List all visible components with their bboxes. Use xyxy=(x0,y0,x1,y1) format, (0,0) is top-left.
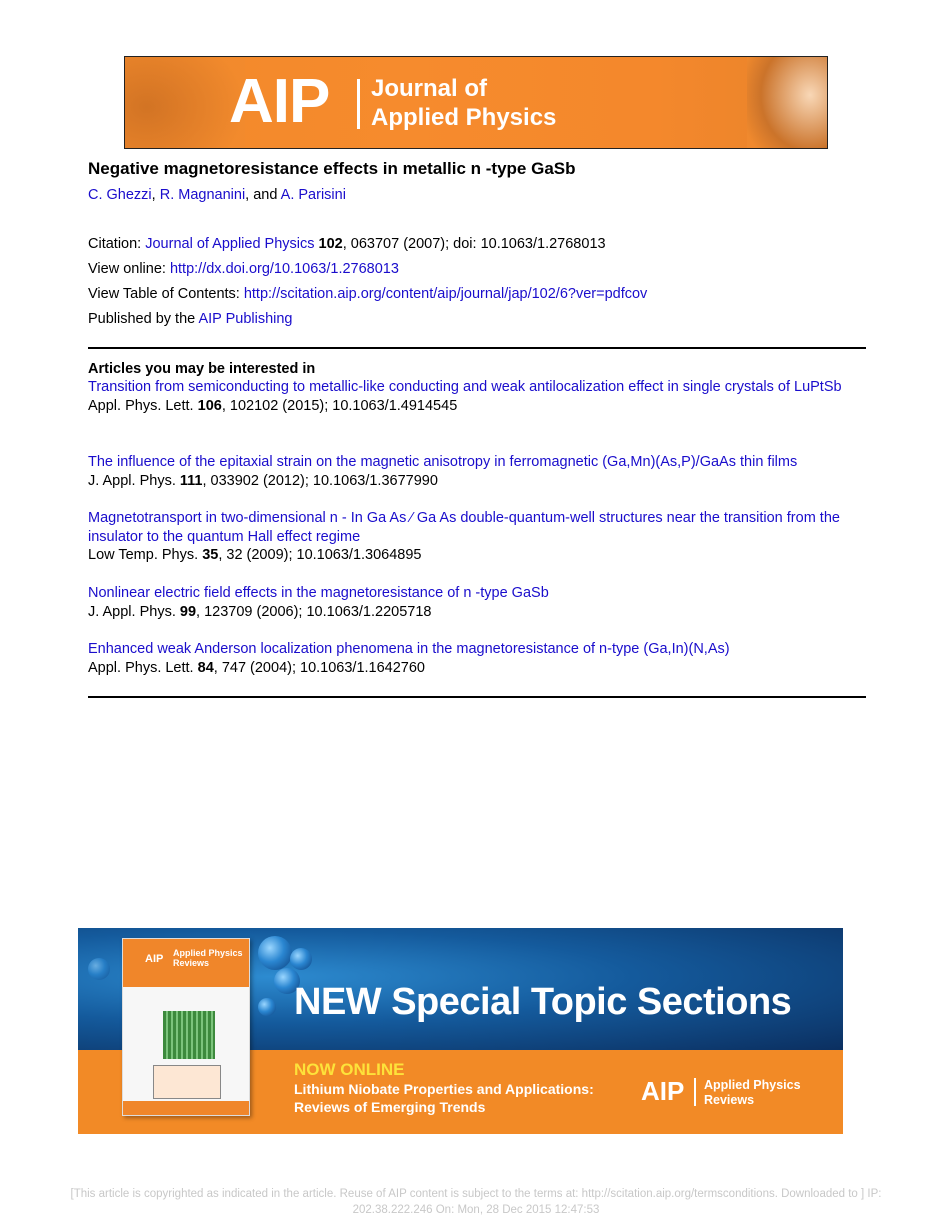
citation-journal: Low Temp. Phys. xyxy=(88,547,203,563)
related-article-title-link[interactable]: The influence of the epitaxial strain on the magnetic anisotropy in ferromagnetic (Ga,Mn)(As,P)/GaAs thin films xyxy=(88,454,798,470)
cover-title-line2: Reviews xyxy=(173,958,210,968)
divider-bottom xyxy=(88,696,866,698)
cover-figure xyxy=(153,1065,221,1099)
ad-aip-logo: AIP xyxy=(641,1076,685,1106)
cover-title-line1: Applied Physics xyxy=(173,948,243,958)
doi-link[interactable]: http://dx.doi.org/10.1063/1.2768013 xyxy=(169,261,399,277)
related-article-citation xyxy=(88,472,858,491)
related-article-citation xyxy=(88,546,858,565)
related-article xyxy=(88,584,858,621)
author-link[interactable]: R. Magnanini xyxy=(159,187,246,203)
citation-volume: 35 xyxy=(202,547,219,563)
view-online-line xyxy=(88,260,399,278)
related-articles-heading: Articles you may be interested in xyxy=(88,361,316,377)
journal-banner xyxy=(124,56,828,149)
citation-details: , 747 (2004); 10.1063/1.1642760 xyxy=(213,659,425,676)
citation-details: , 102102 (2015); 10.1063/1.4914545 xyxy=(221,397,458,414)
citation-journal: Appl. Phys. Lett. xyxy=(88,397,198,414)
related-article-citation xyxy=(88,397,858,416)
molecule-graphic xyxy=(290,948,312,970)
advertisement-banner[interactable] xyxy=(78,928,843,1134)
citation-details: , 063707 (2007); doi: 10.1063/1.2768013 xyxy=(342,236,606,252)
author-separator: , and xyxy=(245,187,281,203)
molecule-graphic xyxy=(258,936,292,970)
author-link[interactable]: A. Parisini xyxy=(280,187,346,203)
related-article-title-link[interactable]: Enhanced weak Anderson localization phenomena in the magnetoresistance of n-type (Ga,In)(N,As) xyxy=(88,641,730,657)
banner-swirl-decoration xyxy=(747,56,828,149)
author-list xyxy=(88,186,346,204)
author-separator: , xyxy=(151,187,160,203)
ad-logo-divider xyxy=(694,1078,696,1106)
divider-top xyxy=(88,347,866,349)
article-title: Negative magnetoresistance effects in metallic n -type GaSb xyxy=(88,159,576,178)
citation-journal: Appl. Phys. Lett. xyxy=(88,659,198,676)
molecule-graphic xyxy=(88,958,110,980)
ad-logo-text-line1: Applied Physics xyxy=(704,1078,801,1092)
view-online-label: View online: xyxy=(88,261,170,277)
toc-label: View Table of Contents: xyxy=(88,286,244,302)
journal-name-line2: Applied Physics xyxy=(371,104,557,131)
related-article xyxy=(88,453,858,490)
ad-logo-text-line2: Reviews xyxy=(704,1093,755,1107)
citation-volume: 111 xyxy=(179,472,203,489)
journal-cover-image xyxy=(122,938,250,1116)
cover-figure xyxy=(163,1011,215,1059)
toc-line xyxy=(88,285,647,303)
related-article-citation xyxy=(88,603,858,622)
citation-details: , 32 (2009); 10.1063/1.3064895 xyxy=(218,547,422,563)
related-article-title-link[interactable]: Transition from semiconducting to metallic-like conducting and weak antilocalization effect in single crystals of LuPtSb xyxy=(88,379,842,395)
citation-details: , 033902 (2012); 10.1063/1.3677990 xyxy=(202,472,438,489)
citation-volume: 99 xyxy=(179,603,197,620)
citation-volume: 84 xyxy=(197,659,214,676)
publisher-label: Published by the xyxy=(88,311,199,327)
related-article xyxy=(88,378,858,415)
banner-swirl-decoration xyxy=(124,56,245,149)
copyright-footer xyxy=(20,1186,932,1218)
publisher-line xyxy=(88,310,293,328)
ad-now-online: NOW ONLINE xyxy=(294,1060,405,1079)
author-link[interactable]: C. Ghezzi xyxy=(88,187,152,203)
toc-link[interactable]: http://scitation.aip.org/content/aip/journal/jap/102/6?ver=pdfcov xyxy=(243,286,648,302)
related-article-citation xyxy=(88,659,858,678)
journal-link[interactable]: Journal of Applied Physics xyxy=(145,236,315,252)
citation-line xyxy=(88,235,606,253)
related-article-title-link[interactable]: Nonlinear electric field effects in the magnetoresistance of n -type GaSb xyxy=(88,585,549,601)
ad-subtitle-line1: Lithium Niobate Properties and Applications: xyxy=(294,1081,594,1097)
ad-headline: NEW Special Topic Sections xyxy=(294,981,792,1023)
citation-details: , 123709 (2006); 10.1063/1.2205718 xyxy=(196,603,432,620)
ad-subtitle-line2: Reviews of Emerging Trends xyxy=(294,1099,486,1115)
logo-divider xyxy=(357,79,360,129)
publisher-link[interactable]: AIP Publishing xyxy=(198,311,293,327)
citation-journal: J. Appl. Phys. xyxy=(88,472,180,489)
related-article-title-link[interactable]: Magnetotransport in two-dimensional n - In Ga As ∕ Ga As double-quantum-well structures near the transition from the insulator to the quantum Hall effect regime xyxy=(88,510,840,545)
citation-label: Citation: xyxy=(88,236,146,252)
citation-volume: 102 xyxy=(318,236,343,252)
footer-line2: 202.38.222.246 On: Mon, 28 Dec 2015 12:47:53 xyxy=(352,1204,600,1216)
related-article xyxy=(88,640,858,677)
citation-journal: J. Appl. Phys. xyxy=(88,603,180,620)
related-article xyxy=(88,509,858,565)
aip-logo: AIP xyxy=(229,67,330,136)
footer-line1: [This article is copyrighted as indicated in the article. Reuse of AIP content is subject to the terms at: http://scitation.aip.org/termsconditions. Downloaded to ] IP: xyxy=(70,1188,882,1200)
molecule-graphic xyxy=(258,998,276,1016)
citation-volume: 106 xyxy=(197,397,222,414)
journal-name-line1: Journal of xyxy=(371,75,488,102)
cover-footer-strip xyxy=(123,1101,249,1115)
cover-logo: AIP xyxy=(145,953,164,965)
